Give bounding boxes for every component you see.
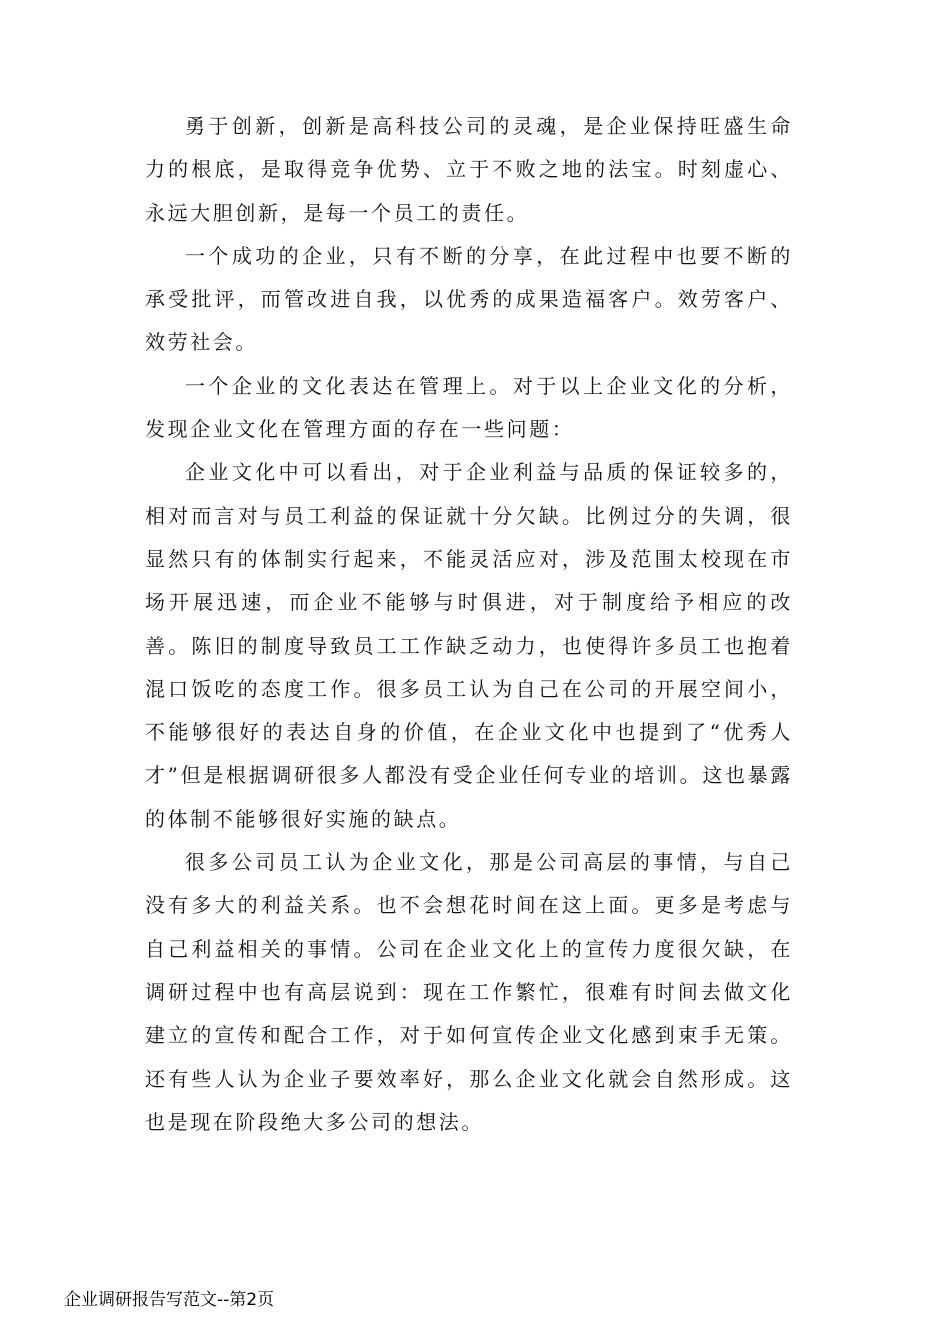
page-footer: 企业调研报告写范文--第2页 bbox=[64, 1290, 275, 1310]
paragraph-problems: 企业文化中可以看出，对于企业利益与品质的保证较多的，相对而言对与员工利益的保证就十分欠缺。比例过分的失调，很显然只有的体制实行起来，不能灵活应对，涉及范围太校现在市场开展迅速，而企业不能够与时俱进，对于制度给予相应的改善。陈旧的制度导致员工工作缺乏动力，也使得许多员工也抱着混口饭吃的态度工作。很多员工认为自己在公司的开展空间小，不能够很好的表达自身的价值，在企业文化中也提到了“优秀人才”但是根据调研很多人都没有受企业任何专业的培训。这也暴露的体制不能够很好实施的缺点。 bbox=[145, 460, 793, 831]
paragraph-awareness: 很多公司员工认为企业文化，那是公司高层的事情，与自己没有多大的利益关系。也不会想花时间在这上面。更多是考虑与自己利益相关的事情。公司在企业文化上的宣传力度很欠缺，在调研过程中也有高层说到：现在工作繁忙，很难有时间去做文化建立的宣传和配合工作，对于如何宣传企业文化感到束手无策。还有些人认为企业子要效率好，那么企业文化就会自然形成。这也是现在阶段绝大多公司的想法。 bbox=[145, 850, 793, 1134]
document-body bbox=[145, 105, 793, 1144]
paragraph-innovation: 勇于创新，创新是高科技公司的灵魂，是企业保持旺盛生命力的根底，是取得竞争优势、立于不败之地的法宝。时刻虚心、永远大胆创新，是每一个员工的责任。 bbox=[145, 114, 793, 225]
paragraph-sharing: 一个成功的企业，只有不断的分享，在此过程中也要不断的承受批评，而管改进自我，以优秀的成果造福客户。效劳客户、效劳社会。 bbox=[145, 243, 793, 355]
paragraph-management: 一个企业的文化表达在管理上。对于以上企业文化的分析，发现企业文化在管理方面的存在一些问题： bbox=[145, 373, 793, 442]
